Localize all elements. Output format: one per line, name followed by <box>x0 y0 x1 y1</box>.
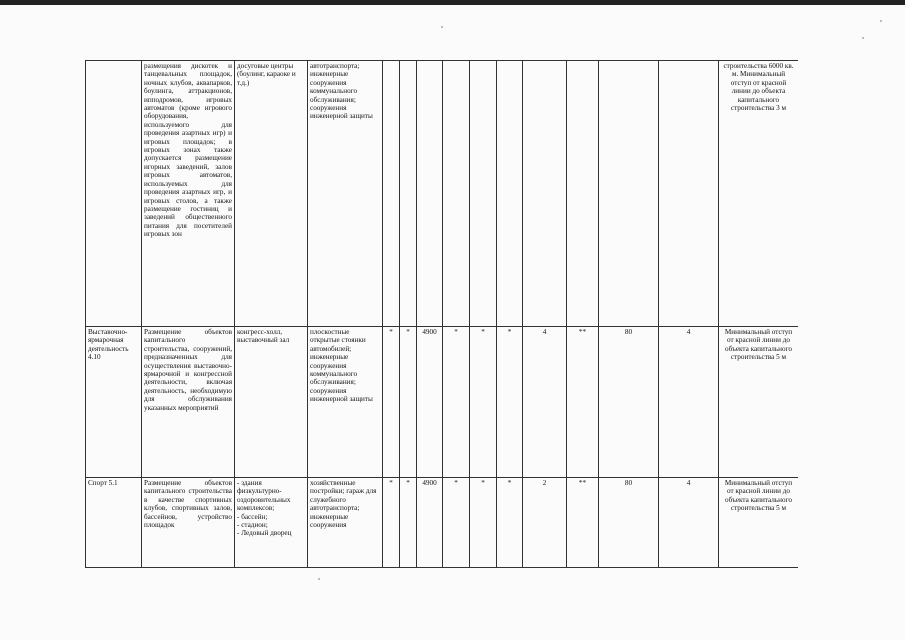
param-cell: * <box>497 478 523 568</box>
param-cell: * <box>470 478 497 568</box>
description-cell: Размещение объектов капитального строительства, сооружений, предназначенных для осуществления выставочно-ярмарочной и конгрессной деятельности, включая деятельность, необходимую для обслуживания указанных мероприятий <box>142 327 235 478</box>
param-cell <box>383 61 400 327</box>
main-use-cell: - здания физкультурно-оздоровительных комплексов; - бассейн; - стадион; - Ледовый дворец <box>235 478 308 568</box>
scan-speck <box>441 26 443 28</box>
note-cell: Минимальный отступ от красной линии до объекта капитального строительства 5 м <box>719 327 799 478</box>
param-cell <box>443 61 470 327</box>
table-row <box>86 478 799 568</box>
land-use-type-cell: Спорт 5.1 <box>86 478 142 568</box>
param-cell: 4900 <box>417 327 443 478</box>
land-use-type-cell <box>86 61 142 327</box>
param-cell: 4 <box>659 327 719 478</box>
auxiliary-use-cell: плоскостные открытые стоянки автомобилей; инженерные сооружения коммунального обслуживания; сооружения инженерной защиты <box>308 327 383 478</box>
param-cell: 4 <box>659 478 719 568</box>
scan-speck <box>318 578 320 580</box>
param-cell: 4900 <box>417 478 443 568</box>
zoning-regulations-table <box>85 60 798 568</box>
param-cell: * <box>400 327 417 478</box>
param-cell: * <box>443 478 470 568</box>
param-cell <box>470 61 497 327</box>
param-cell <box>497 61 523 327</box>
param-cell <box>400 61 417 327</box>
note-cell: строительства 6000 кв. м. Минимальный отступ от красной линии до объекта капитального строительства 3 м <box>719 61 799 327</box>
param-cell: * <box>383 327 400 478</box>
main-use-cell: досуговые центры (боулинг, караоке и т.д.) <box>235 61 308 327</box>
param-cell: * <box>383 478 400 568</box>
auxiliary-use-cell: автотранспорта; инженерные сооружения коммунального обслуживания; сооружения инженерной защиты <box>308 61 383 327</box>
note-cell: Минимальный отступ от красной линии до объекта капитального строительства 5 м <box>719 478 799 568</box>
table-row <box>86 61 799 327</box>
param-cell <box>599 61 659 327</box>
param-cell: * <box>400 478 417 568</box>
description-cell: размещения дискотек и танцевальных площадок, ночных клубов, аквапарков, боулинга, аттракционов, ипподромов, игровых автоматов (кроме игрового оборудования, используемого для проведения азартных игр) и игровых площадок; в игровых зонах также допускается размещение игорных заведений, залов игровых автоматов, используемых для проведения азартных игр, и игровых столов, а также размещение гостиниц и заведений общественного питания для посетителей игровых зон <box>142 61 235 327</box>
param-cell <box>567 61 599 327</box>
zoning-table-fragment <box>85 60 798 570</box>
scan-speck <box>862 37 864 39</box>
param-cell: * <box>497 327 523 478</box>
param-cell <box>523 61 567 327</box>
param-cell: 2 <box>523 478 567 568</box>
param-cell: 80 <box>599 478 659 568</box>
param-cell: 80 <box>599 327 659 478</box>
param-cell: ** <box>567 327 599 478</box>
auxiliary-use-cell: хозяйственные постройки; гараж для служебного автотранспорта; инженерные сооружения <box>308 478 383 568</box>
param-cell: * <box>443 327 470 478</box>
scan-speck <box>880 20 882 22</box>
land-use-type-cell: Выставочно-ярмарочная деятельность 4.10 <box>86 327 142 478</box>
main-use-cell: конгресс-холл, выставочный зал <box>235 327 308 478</box>
param-cell <box>659 61 719 327</box>
param-cell: 4 <box>523 327 567 478</box>
scan-top-edge <box>0 0 905 5</box>
param-cell <box>417 61 443 327</box>
description-cell: Размещение объектов капитального строительства в качестве спортивных клубов, спортивных залов, бассейнов, устройство площадок <box>142 478 235 568</box>
param-cell: ** <box>567 478 599 568</box>
table-row <box>86 327 799 478</box>
param-cell: * <box>470 327 497 478</box>
